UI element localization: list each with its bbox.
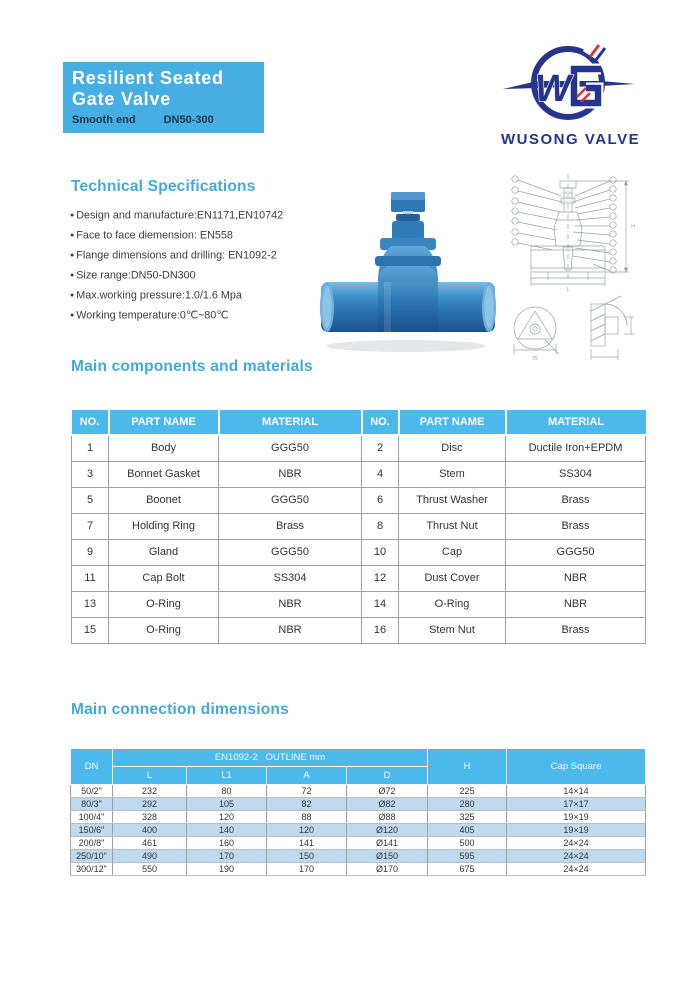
table-cell: 500	[428, 837, 507, 850]
table-cell: NBR	[219, 591, 362, 617]
col-l1: L1	[187, 767, 267, 785]
bullet-icon: ●	[70, 272, 75, 280]
table-cell: 550	[113, 863, 187, 876]
product-title-line1: Resilient Seated	[72, 68, 224, 88]
col-dn: DN	[71, 749, 113, 785]
table-cell: 80	[187, 785, 267, 798]
table-cell: 8	[362, 513, 399, 539]
table-cell: Ø82	[347, 798, 428, 811]
table-cell: 80/3"	[71, 798, 113, 811]
bullet-icon: ●	[70, 252, 75, 260]
bullet-icon: ●	[70, 212, 75, 219]
table-cell: 17×17	[507, 798, 646, 811]
table-cell: NBR	[506, 591, 646, 617]
table-cell: 50/2"	[71, 785, 113, 798]
col-no-right: NO.	[362, 410, 399, 435]
table-cell: O-Ring	[399, 591, 506, 617]
table-cell: 82	[267, 798, 347, 811]
col-cap-square: Cap Square	[507, 749, 646, 785]
table-cell: 6	[362, 487, 399, 513]
table-cell: 160	[187, 837, 267, 850]
table-row	[72, 487, 646, 513]
table-cell: 10	[362, 539, 399, 565]
spec-item	[70, 206, 328, 226]
table-cell: GGG50	[219, 539, 362, 565]
table-cell: 141	[267, 837, 347, 850]
table-cell: 14	[362, 591, 399, 617]
table-cell: Cap Bolt	[109, 565, 219, 591]
dimensions-header-row1	[71, 749, 646, 767]
table-cell: Gland	[109, 539, 219, 565]
table-cell: Holding Ring	[109, 513, 219, 539]
table-row	[71, 837, 646, 850]
table-row	[72, 617, 646, 643]
table-cell: Bonnet Gasket	[109, 461, 219, 487]
table-cell: Ductile Iron+EPDM	[506, 435, 646, 461]
logo-letter: W	[535, 68, 571, 110]
table-cell: Ø170	[347, 863, 428, 876]
table-row	[71, 863, 646, 876]
spec-text: Max.working pressure:1.0/1.6 Mpa	[76, 289, 242, 302]
bullet-icon: ●	[70, 292, 75, 300]
table-cell: 170	[187, 850, 267, 863]
table-cell: 88	[267, 811, 347, 824]
table-cell: 4	[362, 461, 399, 487]
valve-product-photo	[318, 186, 498, 361]
table-cell: 5	[72, 487, 109, 513]
table-cell: 200/8"	[71, 837, 113, 850]
product-subtitle	[72, 114, 255, 126]
table-cell: NBR	[506, 565, 646, 591]
table-cell: Brass	[506, 487, 646, 513]
table-cell: GGG50	[219, 435, 362, 461]
table-cell: Body	[109, 435, 219, 461]
table-cell: 170	[267, 863, 347, 876]
table-row	[71, 811, 646, 824]
table-cell: Brass	[219, 513, 362, 539]
table-cell: Thrust Washer	[399, 487, 506, 513]
col-partname-left: PART NAME	[109, 410, 219, 435]
table-cell: Boonet	[109, 487, 219, 513]
table-cell: 461	[113, 837, 187, 850]
table-cell: NBR	[219, 461, 362, 487]
bullet-icon: ●	[70, 312, 75, 320]
table-row	[72, 591, 646, 617]
table-cell: 490	[113, 850, 187, 863]
table-cell: 675	[428, 863, 507, 876]
table-cell: GGG50	[506, 539, 646, 565]
table-cell: Ø120	[347, 824, 428, 837]
table-cell: 150/6"	[71, 824, 113, 837]
table-cell: 328	[113, 811, 187, 824]
table-row	[72, 513, 646, 539]
table-row	[71, 798, 646, 811]
table-cell: 16	[362, 617, 399, 643]
technical-drawing	[503, 168, 663, 376]
table-cell: Thrust Nut	[399, 513, 506, 539]
dimensions-section-heading: Main connection dimensions	[71, 701, 289, 718]
table-cell: 24×24	[507, 863, 646, 876]
table-cell: 19×19	[507, 811, 646, 824]
table-cell: 190	[187, 863, 267, 876]
spec-text: Size range:DN50-DN300	[76, 269, 196, 282]
spec-section-heading: Technical Specifications	[71, 178, 256, 195]
table-cell: 100/4"	[71, 811, 113, 824]
product-title-line2: Gate Valve	[72, 88, 172, 109]
spec-item	[70, 226, 328, 246]
col-partname-right: PART NAME	[399, 410, 506, 435]
col-material-left: MATERIAL	[219, 410, 362, 435]
table-cell: 140	[187, 824, 267, 837]
table-cell: 280	[428, 798, 507, 811]
components-section-heading: Main components and materials	[71, 358, 313, 375]
table-cell: Brass	[506, 513, 646, 539]
table-cell: 120	[187, 811, 267, 824]
table-cell: 72	[267, 785, 347, 798]
table-cell: 12	[362, 565, 399, 591]
col-h: H	[428, 749, 507, 785]
table-cell: 325	[428, 811, 507, 824]
table-cell: 292	[113, 798, 187, 811]
table-cell: Stem Nut	[399, 617, 506, 643]
table-cell: NBR	[219, 617, 362, 643]
dimensions-table	[70, 748, 646, 876]
table-cell: O-Ring	[109, 591, 219, 617]
table-row	[72, 539, 646, 565]
table-cell: Dust Cover	[399, 565, 506, 591]
table-cell: 120	[267, 824, 347, 837]
table-cell: Ø141	[347, 837, 428, 850]
table-cell: 7	[72, 513, 109, 539]
table-cell: 9	[72, 539, 109, 565]
spec-text: Working temperature:0℃~80℃	[76, 309, 229, 322]
table-cell: 225	[428, 785, 507, 798]
spec-item	[70, 266, 328, 286]
col-group-en1092: EN1092-2 OUTLINE mm	[113, 749, 428, 767]
table-cell: 2	[362, 435, 399, 461]
table-cell: 595	[428, 850, 507, 863]
spec-item	[70, 286, 328, 306]
spec-text: Flange dimensions and drilling: EN1092-2	[76, 249, 277, 262]
product-title-box	[63, 62, 264, 133]
end-type-label: Smooth end	[72, 113, 136, 126]
size-range-label: DN50-300	[163, 113, 214, 126]
spec-item	[70, 306, 328, 326]
table-cell: 14×14	[507, 785, 646, 798]
logo-caption: WUSONG VALVE	[501, 131, 641, 148]
table-cell: Ø88	[347, 811, 428, 824]
company-logo	[501, 40, 641, 148]
table-row	[71, 850, 646, 863]
spec-text: Design and manufacture:EN1171,EN10742	[76, 209, 284, 222]
table-cell: 24×24	[507, 850, 646, 863]
table-cell: 11	[72, 565, 109, 591]
table-cell: 1	[72, 435, 109, 461]
spec-list	[70, 206, 328, 327]
bullet-icon: ●	[70, 232, 75, 240]
wusong-logo-icon	[501, 40, 637, 126]
col-no-left: NO.	[72, 410, 109, 435]
table-cell: 405	[428, 824, 507, 837]
components-table	[71, 410, 646, 644]
table-cell: 105	[187, 798, 267, 811]
table-cell: 24×24	[507, 837, 646, 850]
table-row	[72, 461, 646, 487]
table-cell: 3	[72, 461, 109, 487]
drawing-dim-h: H	[631, 224, 635, 230]
table-cell: Cap	[399, 539, 506, 565]
spec-text: Face to face diemension: EN558	[76, 229, 233, 242]
table-cell: Disc	[399, 435, 506, 461]
table-cell: GGG50	[219, 487, 362, 513]
table-cell: 232	[113, 785, 187, 798]
table-cell: 13	[72, 591, 109, 617]
table-row	[71, 824, 646, 837]
table-cell: SS304	[219, 565, 362, 591]
col-material-right: MATERIAL	[506, 410, 646, 435]
table-cell: Ø72	[347, 785, 428, 798]
table-cell: Brass	[506, 617, 646, 643]
table-cell: 150	[267, 850, 347, 863]
table-cell: 15	[72, 617, 109, 643]
table-cell: 300/12"	[71, 863, 113, 876]
col-d: D	[347, 767, 428, 785]
col-l: L	[113, 767, 187, 785]
table-cell: 19×19	[507, 824, 646, 837]
drawing-dim-75: 75	[532, 356, 538, 362]
table-cell: 250/10"	[71, 850, 113, 863]
table-cell: Stem	[399, 461, 506, 487]
spec-item	[70, 246, 328, 266]
components-header-row	[72, 410, 646, 435]
drawing-dim-l: L	[566, 287, 570, 293]
table-row	[71, 785, 646, 798]
table-row	[72, 435, 646, 461]
col-a: A	[267, 767, 347, 785]
table-row	[72, 565, 646, 591]
table-cell: Ø150	[347, 850, 428, 863]
table-cell: SS304	[506, 461, 646, 487]
table-cell: O-Ring	[109, 617, 219, 643]
table-cell: 400	[113, 824, 187, 837]
